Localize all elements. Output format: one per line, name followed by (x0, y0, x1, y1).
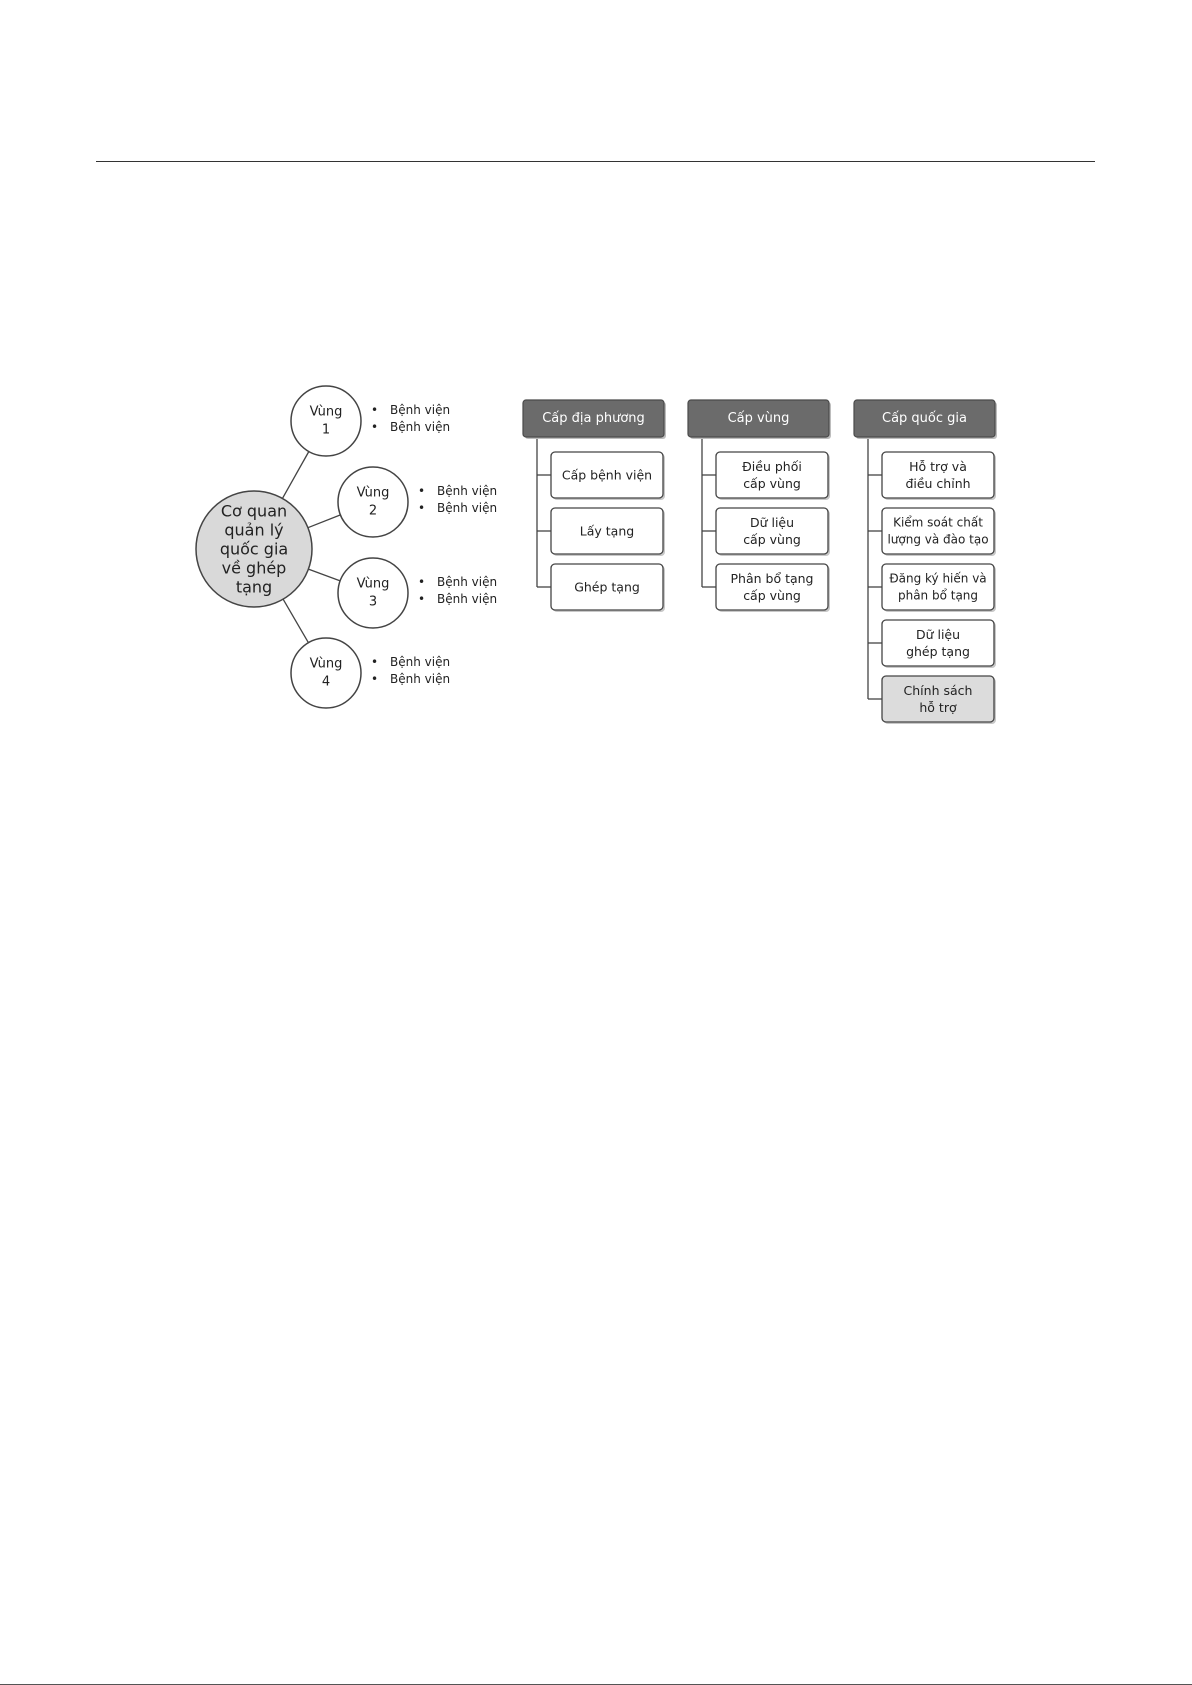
column-header-label: Cấp địa phương (542, 411, 645, 426)
level-item-label: Ghép tạng (574, 579, 640, 595)
region-circle-1 (291, 386, 361, 456)
hospital-item: Bệnh viện (390, 655, 451, 669)
level-item-label: Phân bổ tạng (730, 571, 814, 586)
hospital-item: Bệnh viện (390, 420, 451, 434)
level-item-label: phân bổ tạng (897, 588, 979, 603)
bullet-icon: • (418, 484, 426, 498)
level-item-label: Đăng ký hiến và (889, 571, 987, 586)
region-label-line: 4 (321, 674, 331, 690)
region-circle-4 (291, 638, 361, 708)
level-item-label: Dữ liệu (749, 515, 795, 530)
region-label-line: 1 (321, 422, 331, 438)
level-item-label: ghép tạng (906, 644, 970, 659)
hub-label-line: về ghép (221, 558, 287, 578)
column-header-label: Cấp quốc gia (882, 411, 967, 426)
hospital-item: Bệnh viện (437, 484, 498, 498)
bullet-icon: • (418, 592, 426, 606)
level-item-label: Lấy tạng (579, 523, 635, 539)
level-item-label: lượng và đào tạo (887, 532, 989, 547)
hub-region-connector-4 (283, 599, 308, 643)
level-item-label: điều chỉnh (905, 476, 971, 491)
hospital-item: Bệnh viện (390, 403, 451, 417)
hub-label-line: tạng (235, 577, 273, 597)
level-item-label: Hỗ trợ và (909, 459, 967, 474)
region-label-line: Vùng (309, 656, 343, 672)
level-item-label: Chính sách (903, 683, 973, 698)
hub-region-connector-3 (308, 569, 340, 581)
hospital-item: Bệnh viện (437, 575, 498, 589)
region-label-line: 3 (368, 594, 378, 610)
hub-region-connector-1 (282, 452, 308, 499)
region-label-line: Vùng (356, 576, 390, 592)
level-item-label: cấp vùng (743, 532, 801, 547)
region-label-line: Vùng (356, 485, 390, 501)
hub-label-line: Cơ quan (220, 501, 288, 521)
level-item-label: cấp vùng (743, 476, 801, 491)
hub-region-connector-2 (308, 515, 341, 528)
bullet-icon: • (371, 420, 379, 434)
region-circle-2 (338, 467, 408, 537)
level-item-label: Cấp bệnh viện (561, 467, 653, 483)
hospital-item: Bệnh viện (437, 501, 498, 515)
region-label-line: 2 (368, 503, 378, 519)
level-item-label: Điều phối (742, 459, 802, 474)
bullet-icon: • (371, 655, 379, 669)
hospital-item: Bệnh viện (390, 672, 451, 686)
column-header-label: Cấp vùng (727, 411, 790, 426)
hospital-item: Bệnh viện (437, 592, 498, 606)
level-item-label: Dữ liệu (915, 627, 961, 642)
bullet-icon: • (418, 501, 426, 515)
bullet-icon: • (371, 672, 379, 686)
bullet-icon: • (371, 403, 379, 417)
level-item-label: Kiểm soát chất (893, 515, 983, 530)
bullet-icon: • (418, 575, 426, 589)
hub-label-line: quản lý (224, 520, 284, 540)
region-label-line: Vùng (309, 404, 343, 420)
level-item-label: cấp vùng (743, 588, 801, 603)
level-item-label: hỗ trợ (919, 700, 957, 715)
region-circle-3 (338, 558, 408, 628)
hub-label-line: quốc gia (219, 539, 289, 559)
